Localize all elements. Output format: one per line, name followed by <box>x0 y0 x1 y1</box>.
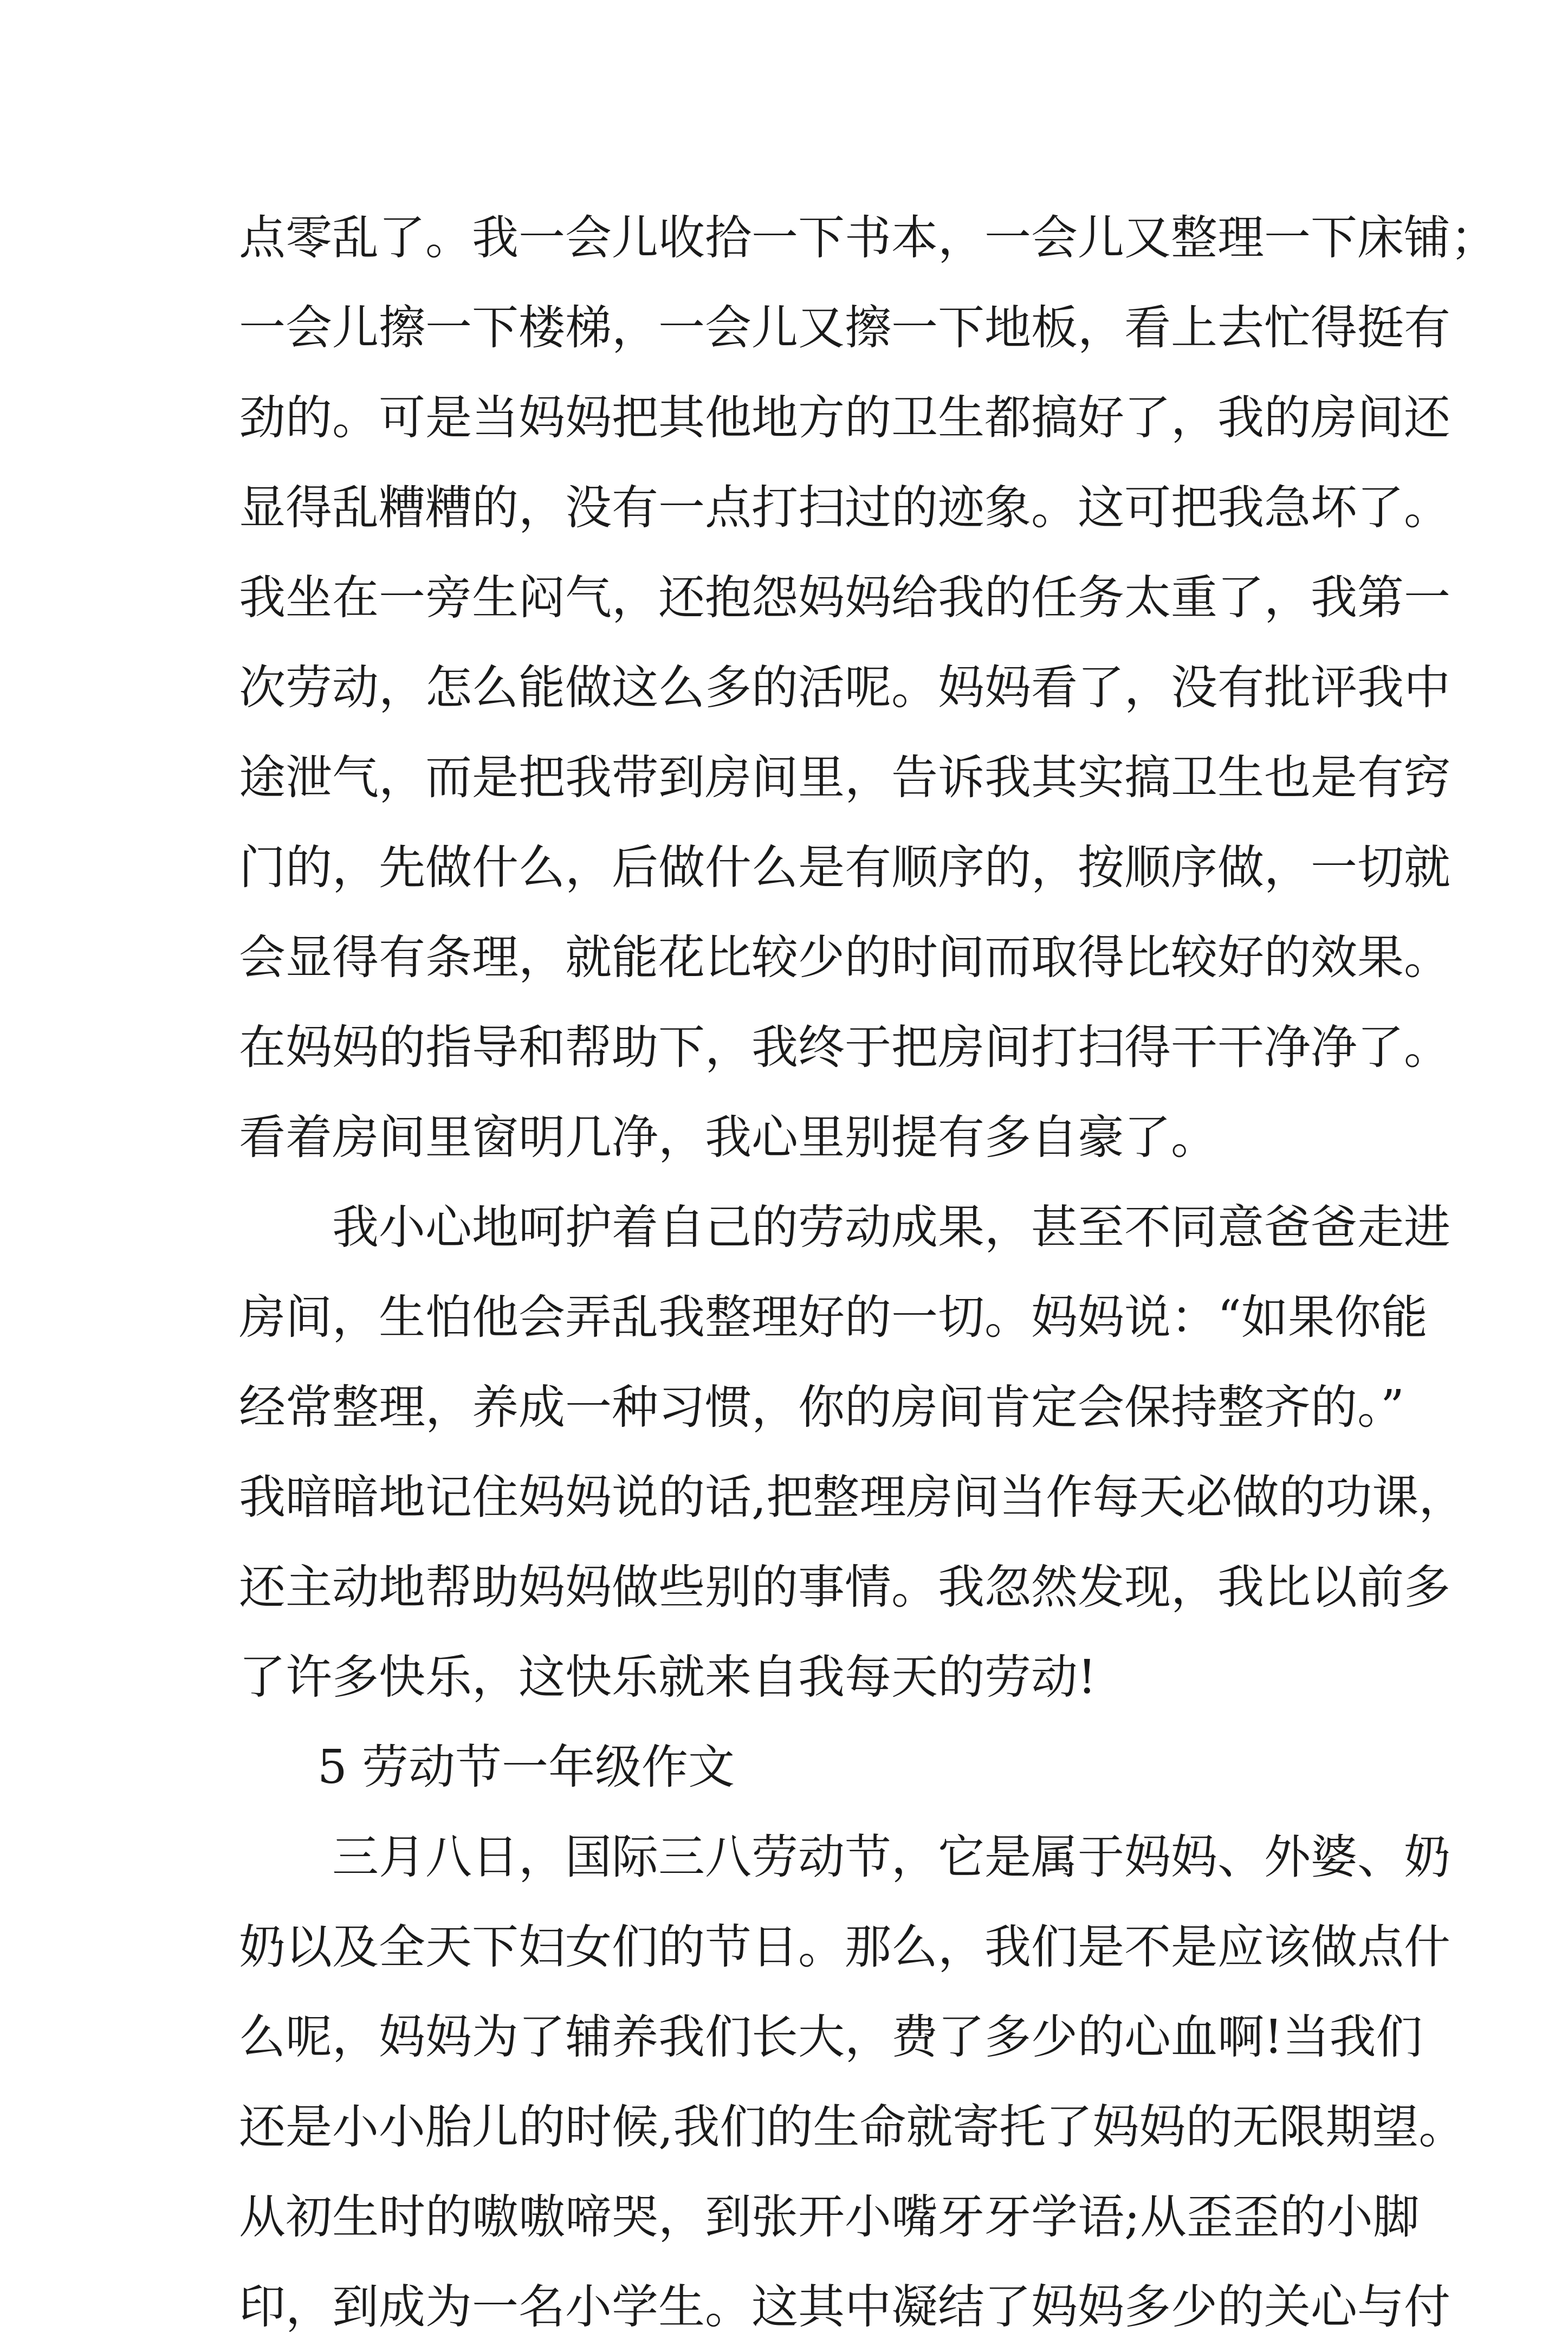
text-line: 显得乱糟糟的，没有一点打扫过的迹象。这可把我急坏了。 <box>239 481 1450 535</box>
text-line: 看着房间里窗明几净，我心里别提有多自豪了。 <box>239 1110 1217 1165</box>
text-line: 次劳动，怎么能做这么多的活呢。妈妈看了，没有批评我中 <box>239 661 1450 715</box>
section-heading: 5 劳动节一年级作文 <box>318 1740 735 1794</box>
text-line: 房间，生怕他会弄乱我整理好的一切。妈妈说：“如果你能 <box>239 1290 1428 1345</box>
text-line: 会显得有条理，就能花比较少的时间而取得比较好的效果。 <box>239 931 1450 985</box>
text-line: 门的，先做什么，后做什么是有顺序的，按顺序做，一切就 <box>239 841 1450 895</box>
text-line: 还是小小胎儿的时候,我们的生命就寄托了妈妈的无限期望。 <box>239 2100 1466 2154</box>
paragraph-first-line: 我小心地呵护着自己的劳动成果，甚至不同意爸爸走进 <box>332 1200 1450 1255</box>
paragraph-first-line: 三月八日，国际三八劳动节，它是属于妈妈、外婆、奶 <box>332 1830 1450 1884</box>
text-line: 经常整理，养成一种习惯，你的房间肯定会保持整齐的。” <box>239 1380 1404 1435</box>
text-line: 从初生时的嗷嗷啼哭，到张开小嘴牙牙学语;从歪歪的小脚 <box>239 2190 1420 2244</box>
text-line: 印，到成为一名小学生。这其中凝结了妈妈多少的关心与付 <box>239 2280 1450 2334</box>
text-line: 么呢，妈妈为了辅养我们长大，费了多少的心血啊!当我们 <box>239 2010 1423 2064</box>
text-line: 我坐在一旁生闷气，还抱怨妈妈给我的任务太重了，我第一 <box>239 571 1450 625</box>
text-line: 还主动地帮助妈妈做些别的事情。我忽然发现，我比以前多 <box>239 1560 1450 1614</box>
text-line: 奶以及全天下妇女们的节日。那么，我们是不是应该做点什 <box>239 1920 1450 1974</box>
text-line: 一会儿擦一下楼梯，一会儿又擦一下地板，看上去忙得挺有 <box>239 301 1450 355</box>
text-line: 在妈妈的指导和帮助下，我终于把房间打扫得干干净净了。 <box>239 1020 1450 1075</box>
text-line: 途泄气，而是把我带到房间里，告诉我其实搞卫生也是有窍 <box>239 751 1450 805</box>
text-line: 我暗暗地记住妈妈说的话,把整理房间当作每天必做的功课， <box>239 1470 1466 1524</box>
text-line: 点零乱了。我一会儿收拾一下书本，一会儿又整理一下床铺； <box>239 211 1497 265</box>
document-body <box>239 193 1497 2352</box>
text-line: 劲的。可是当妈妈把其他地方的卫生都搞好了，我的房间还 <box>239 391 1450 445</box>
text-line: 了许多快乐，这快乐就来自我每天的劳动! <box>239 1650 1097 1704</box>
